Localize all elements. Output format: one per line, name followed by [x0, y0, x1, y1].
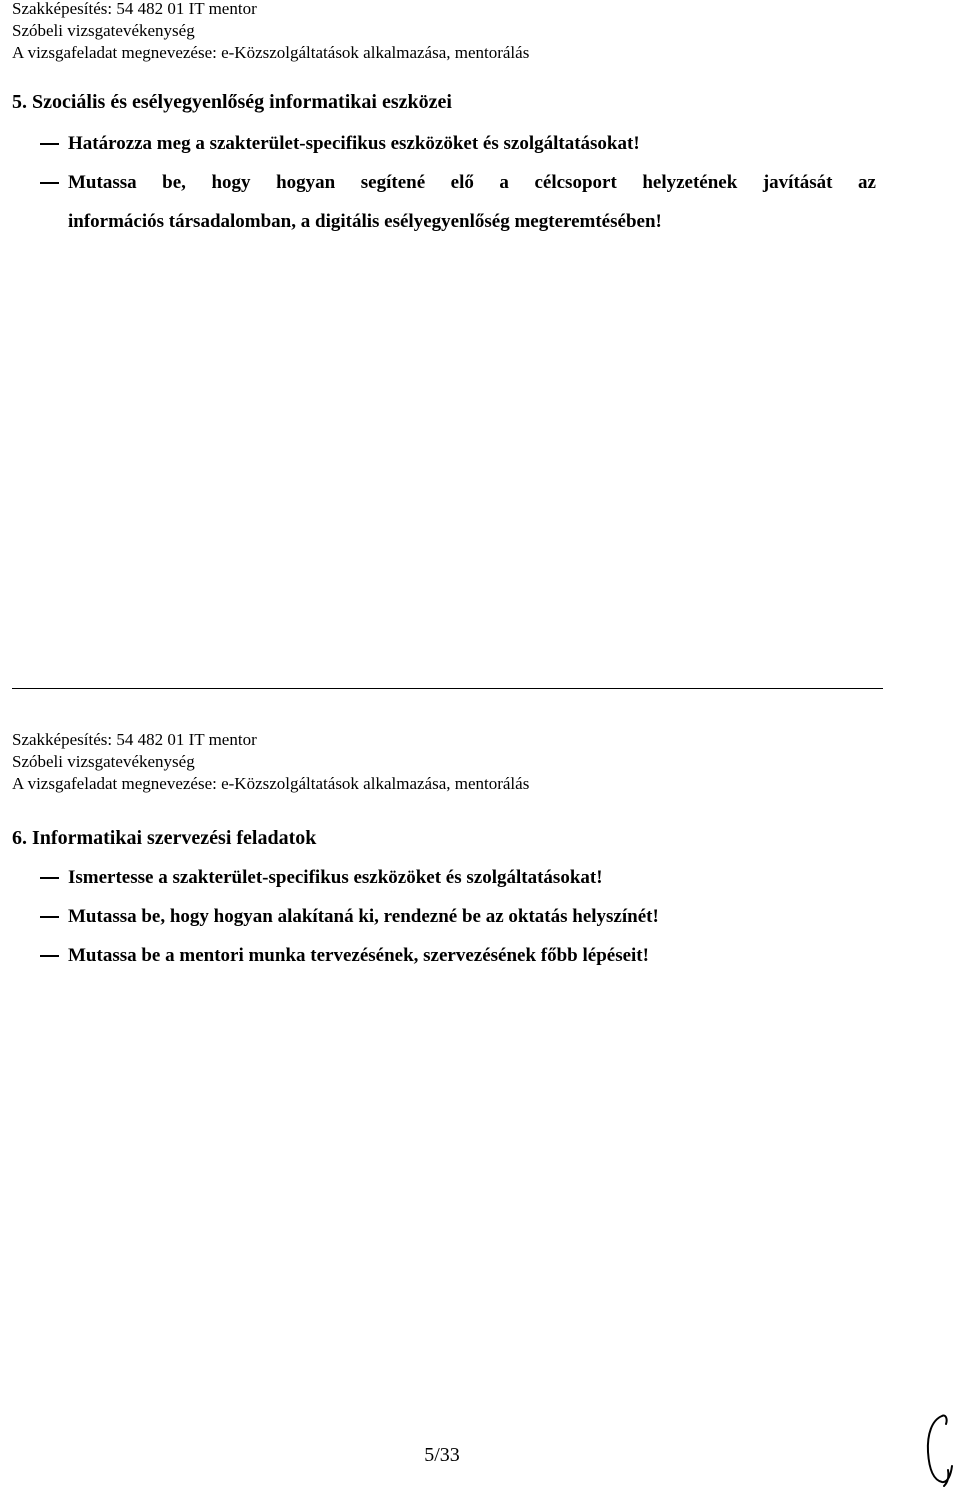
list-item	[40, 858, 876, 897]
page-divider	[12, 688, 883, 689]
dash-bullet-icon	[40, 877, 59, 879]
list-item-text: Mutassa be a mentori munka tervezésének, szervezésének főbb lépéseit!	[68, 945, 649, 966]
section-title: 5. Szociális és esélyegyenlőség informatikai eszközei	[12, 91, 452, 113]
signature-icon	[918, 1412, 958, 1488]
dash-bullet-icon	[40, 143, 59, 145]
list-item-text: Határozza meg a szakterület-specifikus eszközöket és szolgáltatásokat!	[68, 133, 640, 154]
header-exam-activity: Szóbeli vizsgatevékenység	[12, 21, 195, 40]
list-item-text: Ismertesse a szakterület-specifikus eszközöket és szolgáltatásokat!	[68, 867, 603, 888]
dash-bullet-icon	[40, 955, 59, 957]
dash-bullet-icon	[40, 182, 59, 184]
dash-bullet-icon	[40, 916, 59, 918]
list-item	[40, 124, 876, 163]
list-item	[40, 936, 876, 975]
section-title: 6. Informatikai szervezési feladatok	[12, 827, 317, 849]
header-qualification: Szakképesítés: 54 482 01 IT mentor	[12, 730, 257, 749]
list-item	[40, 897, 876, 936]
header-task-name: A vizsgafeladat megnevezése: e-Közszolgáltatások alkalmazása, mentorálás	[12, 43, 530, 62]
list-item	[40, 163, 876, 241]
header-exam-activity: Szóbeli vizsgatevékenység	[12, 752, 195, 771]
list-item-text	[40, 163, 876, 241]
page-number: 5/33	[424, 1444, 460, 1466]
header-qualification: Szakképesítés: 54 482 01 IT mentor	[12, 0, 257, 18]
list-item-text: Mutassa be, hogy hogyan alakítaná ki, rendezné be az oktatás helyszínét!	[68, 906, 659, 927]
list-item-text-line2: információs társadalomban, a digitális esélyegyenlőség megteremtésében!	[68, 211, 662, 232]
list-item-text-line1: Mutassa be, hogy hogyan segítené elő a célcsoport helyzetének javítását az	[68, 172, 876, 193]
header-task-name: A vizsgafeladat megnevezése: e-Közszolgáltatások alkalmazása, mentorálás	[12, 774, 530, 793]
